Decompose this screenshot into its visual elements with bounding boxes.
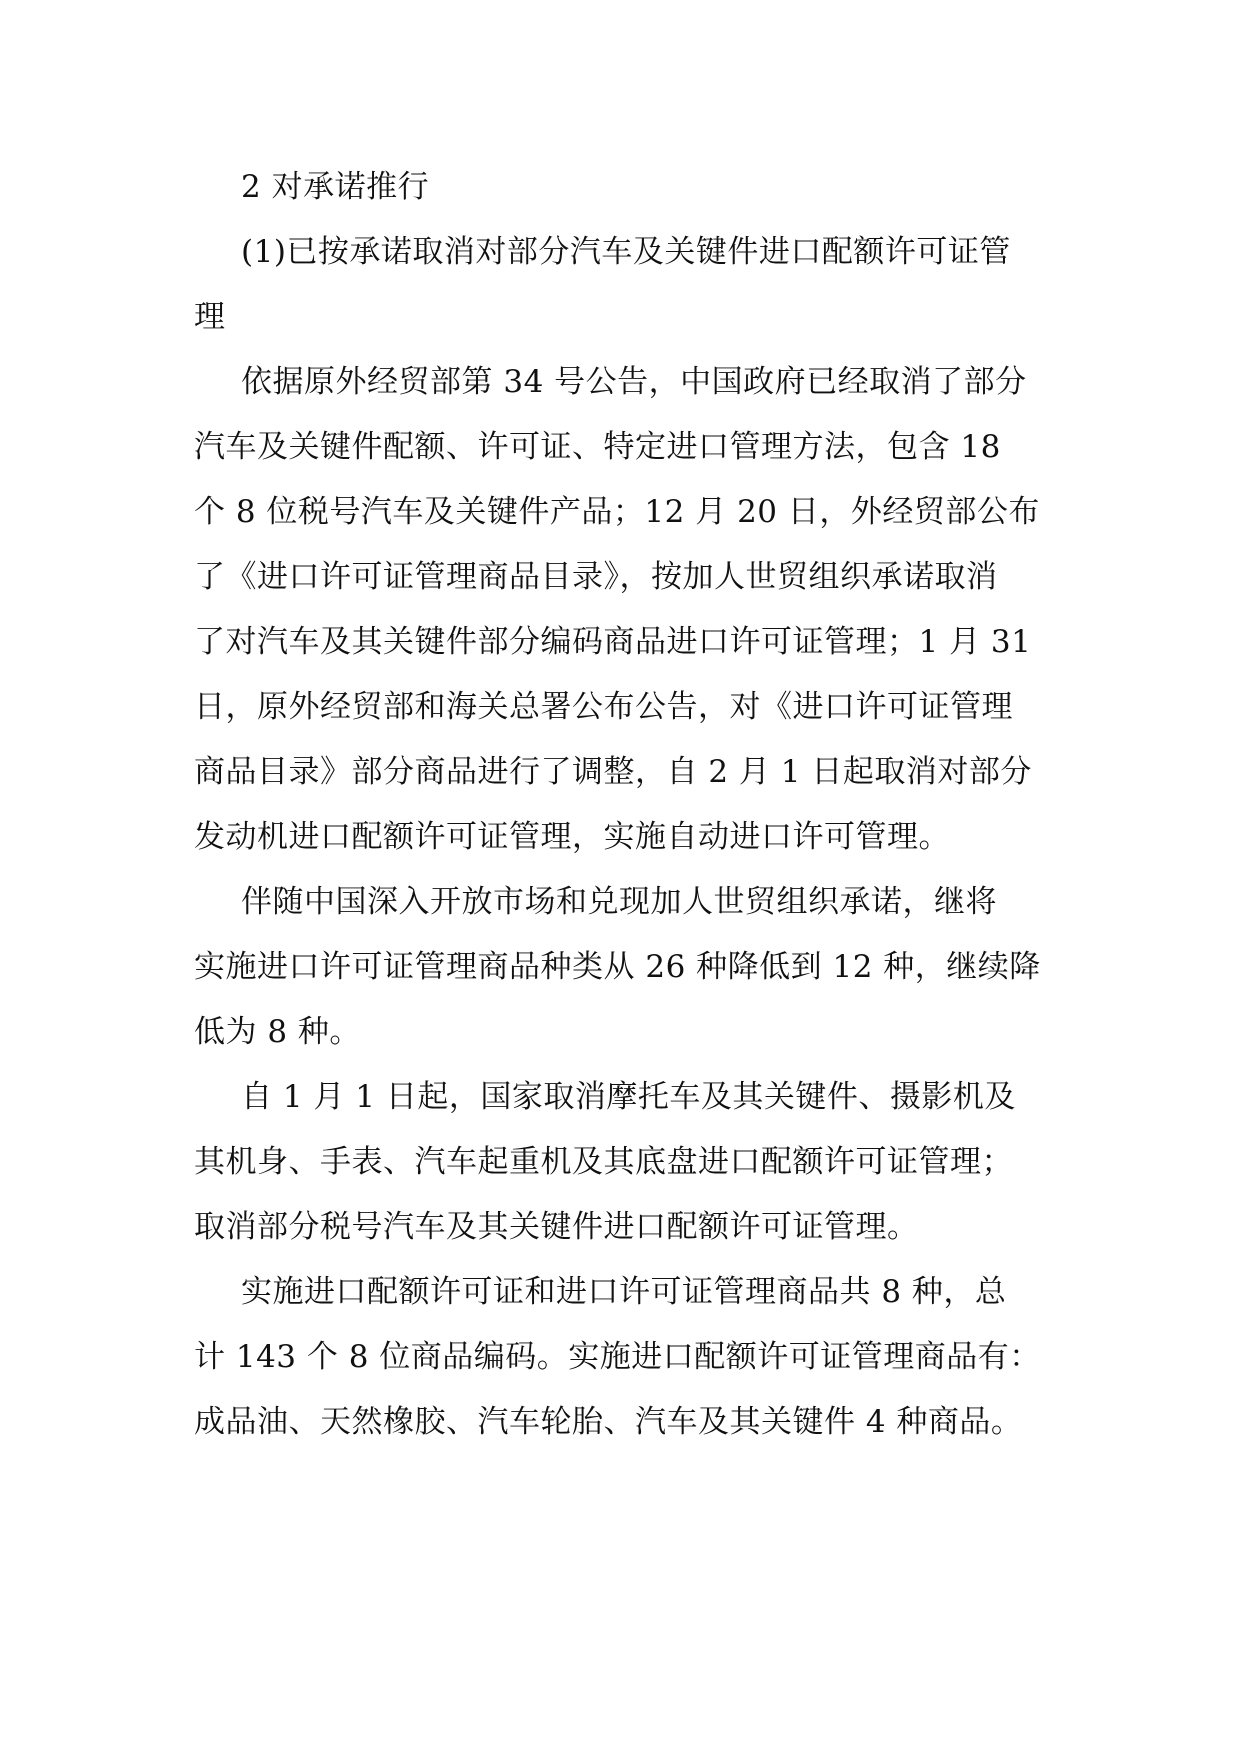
paragraph-line: 日，原外经贸部和海关总署公布公告，对《进口许可证管理 — [194, 689, 1013, 725]
paragraph-line: 实施进口许可证管理商品种类从 26 种降低到 12 种，继续降 — [194, 949, 1041, 985]
paragraph-line: 个 8 位税号汽车及关键件产品；12 月 20 日，外经贸部公布 — [194, 494, 1040, 530]
paragraph-1 — [194, 220, 1054, 350]
paragraph-line: 自 1 月 1 日起，国家取消摩托车及其关键件、摄影机及 — [241, 1079, 1016, 1115]
paragraph-2 — [194, 350, 1054, 870]
paragraph-line: 汽车及关键件配额、许可证、特定进口管理方法，包含 18 — [194, 429, 1001, 465]
paragraph-line: 理 — [194, 299, 226, 335]
paragraph-line: 计 143 个 8 位商品编码。实施进口配额许可证管理商品有： — [194, 1339, 1041, 1375]
section-heading: 2 对承诺推行 — [241, 169, 430, 205]
paragraph-line: (1)已按承诺取消对部分汽车及关键件进口配额许可证管 — [241, 234, 1011, 270]
document-body — [194, 155, 1054, 1455]
paragraph-line: 商品目录》部分商品进行了调整，自 2 月 1 日起取消对部分 — [194, 754, 1032, 790]
paragraph-line: 了对汽车及其关键件部分编码商品进口许可证管理；1 月 31 — [194, 624, 1032, 660]
paragraph-line: 依据原外经贸部第 34 号公告，中国政府已经取消了部分 — [241, 364, 1027, 400]
paragraph-line: 发动机进口配额许可证管理，实施自动进口许可管理。 — [194, 819, 950, 855]
paragraph-line: 伴随中国深入开放市场和兑现加人世贸组织承诺，继将 — [241, 884, 997, 920]
paragraph-line: 取消部分税号汽车及其关键件进口配额许可证管理。 — [194, 1209, 919, 1245]
paragraph-line: 成品油、天然橡胶、汽车轮胎、汽车及其关键件 4 种商品。 — [194, 1404, 1023, 1440]
paragraph-line: 低为 8 种。 — [194, 1014, 361, 1050]
paragraph-5 — [194, 1260, 1054, 1455]
paragraph-line: 其机身、手表、汽车起重机及其底盘进口配额许可证管理； — [194, 1144, 1013, 1180]
paragraph-line: 实施进口配额许可证和进口许可证管理商品共 8 种，总 — [241, 1274, 1007, 1310]
paragraph-4 — [194, 1065, 1054, 1260]
paragraph-3 — [194, 870, 1054, 1065]
paragraph-line: 了《进口许可证管理商品目录》，按加人世贸组织承诺取消 — [194, 559, 998, 595]
